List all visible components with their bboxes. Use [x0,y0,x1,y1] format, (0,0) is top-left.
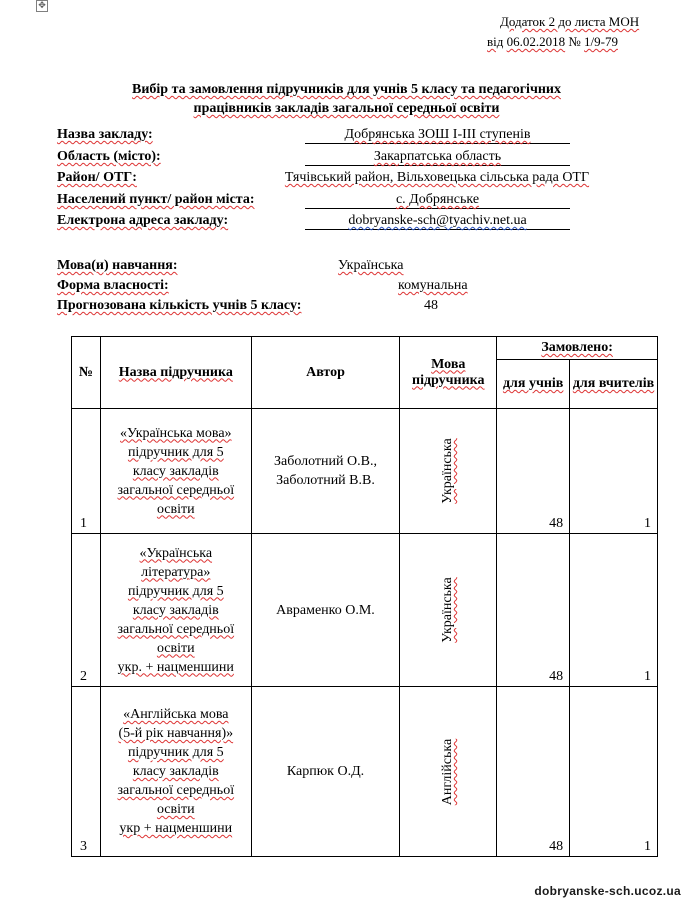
header-for-teachers: для вчителів [570,360,658,409]
appendix-line: Додаток 2 до листа МОН [500,14,640,29]
textbook-name: «Українська мова» підручник для 5 класу закладів загальної середньої освіти [100,409,251,534]
header-ordered: Замовлено: [497,337,658,360]
textbook-author: Заболотний О.В., Заболотний В.В. [251,409,400,534]
textbook-name: «Англійська мова (5-й рік навчання)» підручник для 5 класу закладів загальної середньої освіти укр + нацменшини [100,687,251,857]
textbook-language: Українська [400,534,497,687]
table-row [72,687,658,857]
count-teachers: 1 [570,534,658,687]
header-num: № [72,337,101,409]
field-label-email: Електрона адреса закладу: [57,213,229,228]
document-title-line1: Вибір та замовлення підручників для учнів 5 класу та педагогічних [132,82,561,97]
field-value-district: Тячівський район, Вільховецька сільська рада ОТГ [284,170,590,185]
header-lang: Мова підручника [400,337,497,409]
label-languages: Мова(и) навчання: [57,258,178,273]
header-author: Автор [251,337,400,409]
field-label-school: Назва закладу: [57,127,153,142]
document-title-line2: працівників закладів загальної середньої освіти [193,101,500,116]
field-label-locality: Населений пункт/ район міста: [57,192,255,207]
row-number: 3 [72,687,101,857]
count-students: 48 [497,409,570,534]
table-move-handle-icon[interactable]: ✥ [36,0,48,12]
count-teachers: 1 [570,409,658,534]
textbook-author: Карпюк О.Д. [251,687,400,857]
field-value-locality: с. Добрянське [305,192,570,209]
count-students: 48 [497,534,570,687]
header-for-students: для учнів [497,360,570,409]
value-ownership: комунальна [398,278,468,293]
value-languages: Українська [338,258,404,273]
textbook-language: Англійська [400,687,497,857]
header-name: Назва підручника [100,337,251,409]
textbook-order-table [71,336,658,857]
row-number: 2 [72,534,101,687]
textbook-name: «Українська література» підручник для 5 класу закладів загальної середньої освіти укр. + нацменшини [100,534,251,687]
field-value-region: Закарпатська область [305,149,570,166]
table-row [72,534,658,687]
letter-ref-line: від 06.02.2018 № 1/9-79 [487,34,618,49]
textbook-language: Українська [400,409,497,534]
field-label-district: Район/ ОТГ: [57,170,137,185]
label-forecast: Прогнозована кількість учнів 5 класу: [57,298,302,313]
field-value-school: Добрянська ЗОШ І-ІІІ ступенів [305,127,570,144]
textbook-author: Авраменко О.М. [251,534,400,687]
count-students: 48 [497,687,570,857]
table-row [72,409,658,534]
value-forecast: 48 [424,298,438,313]
count-teachers: 1 [570,687,658,857]
field-label-region: Область (місто): [57,149,161,164]
row-number: 1 [72,409,101,534]
field-value-email[interactable]: dobryanske-sch@tyachiv.net.ua [305,213,570,230]
label-ownership: Форма власності: [57,278,169,293]
site-watermark: dobryanske-sch.ucoz.ua [534,884,681,898]
